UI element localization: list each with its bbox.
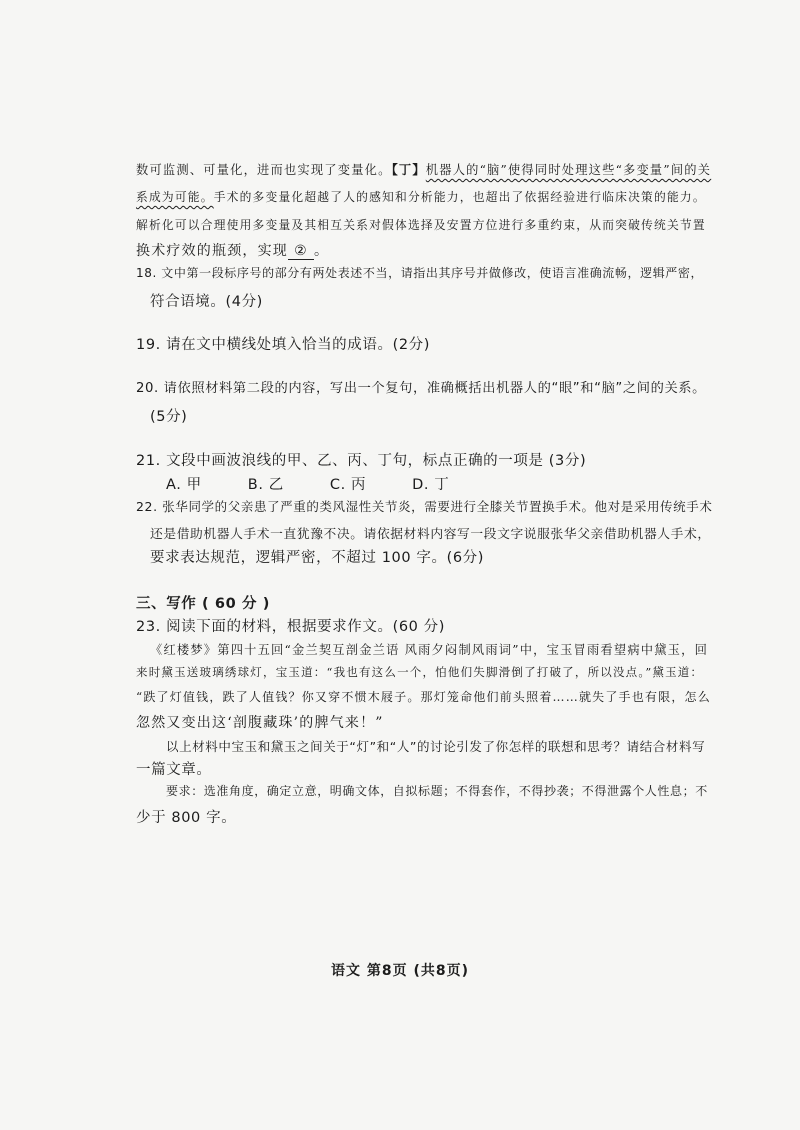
prompt-line-1: 以上材料中宝玉和黛玉之间关于“灯”和“人”的讨论引发了你怎样的联想和思考？请结合材料写: [166, 739, 706, 754]
question-18: 18. 文中第一段标序号的部分有两处表述不当，请指出其序号并做修改，使语言准确流畅，逻辑严密，: [136, 266, 704, 280]
wavy-sentence-ding: 机器人的“脑”使得同时处理这些“多变量”间的关: [425, 163, 712, 177]
question-22: 22. 张华同学的父亲患了严重的类风湿性关节炎，需要进行全膝关节置换手术。他对是采用传统手术: [136, 499, 713, 514]
wavy-sentence-ding-end: 系成为可能。: [136, 190, 214, 204]
option-d: D. 丁: [412, 477, 450, 493]
sentence-marker-ding: 【丁】: [391, 162, 426, 177]
passage-line-2: [136, 188, 706, 205]
question-20-cont: (5分): [150, 409, 188, 425]
passage-line-3: 解析化可以合理使用多变量及其相互关系对假体选择及安置方位进行多重约束，从而突破传统关节置: [136, 218, 706, 232]
material-line-2: 来时黛玉送玻璃绣球灯，宝玉道：“我也有这么一个，怕他们失脚滑倒了打破了，所以没点。”黛玉道：: [136, 665, 704, 679]
material-line-4: 忽然又变出这‘剖腹藏珠’的脾气来！”: [136, 715, 384, 731]
fill-blank-2: ②: [288, 243, 314, 260]
requirements-line-1: 要求：选准角度，确定立意，明确文体，自拟标题；不得套作，不得抄袭；不得泄露个人性息；不: [166, 784, 708, 798]
question-20: 20. 请依照材料第二段的内容，写出一个复句，准确概括出机器人的“眼”和“脑”之间的关系。: [136, 381, 706, 396]
question-21-options: [166, 473, 495, 494]
passage-text: 手术的多变量化超越了人的感知和分析能力，也超出了依据经验进行临床决策的能力。: [213, 190, 706, 204]
requirements-line-2: 少于 800 字。: [136, 810, 237, 826]
passage-line-1: [136, 160, 711, 178]
question-23: 23. 阅读下面的材料，根据要求作文。(60 分): [136, 619, 446, 635]
option-a: A. 甲: [166, 477, 202, 493]
option-c: C. 丙: [329, 477, 367, 493]
section-title-writing: 三、写作 ( 60 分 ): [136, 596, 270, 612]
option-b: B. 乙: [247, 477, 284, 493]
passage-line-4: [136, 240, 329, 260]
material-line-3: “跌了灯值钱，跌了人值钱？你又穿不惯木屐子。那灯笼命他们前头照着……就失了手也有限，怎么: [136, 690, 711, 704]
question-19: 19. 请在文中横线处填入恰当的成语。(2分): [136, 337, 431, 353]
question-22-cont-1: 还是借助机器人手术一直犹豫不决。请依据材料内容写一段文字说服张华父亲借助机器人手术，: [150, 527, 711, 542]
passage-text: 数可监测、可量化，进而也实现了变量化。: [136, 163, 392, 177]
question-22-cont-2: 要求表达规范，逻辑严密，不超过 100 字。(6分): [150, 550, 485, 566]
material-line-1: 《红楼梦》第四十五回“金兰契互剖金兰语 风雨夕闷制风雨词”中，宝玉冒雨看望病中黛玉，回: [150, 643, 709, 657]
passage-text: 。: [314, 243, 330, 259]
page-footer: 语文 第8页 (共8页): [330, 963, 470, 979]
passage-text: 换术疗效的瓶颈，实现: [136, 243, 288, 259]
question-21: 21. 文段中画波浪线的甲、乙、丙、丁句，标点正确的一项是 (3分): [136, 453, 587, 469]
question-18-cont: 符合语境。(4分): [150, 294, 263, 310]
prompt-line-2: 一篇文章。: [136, 762, 212, 778]
